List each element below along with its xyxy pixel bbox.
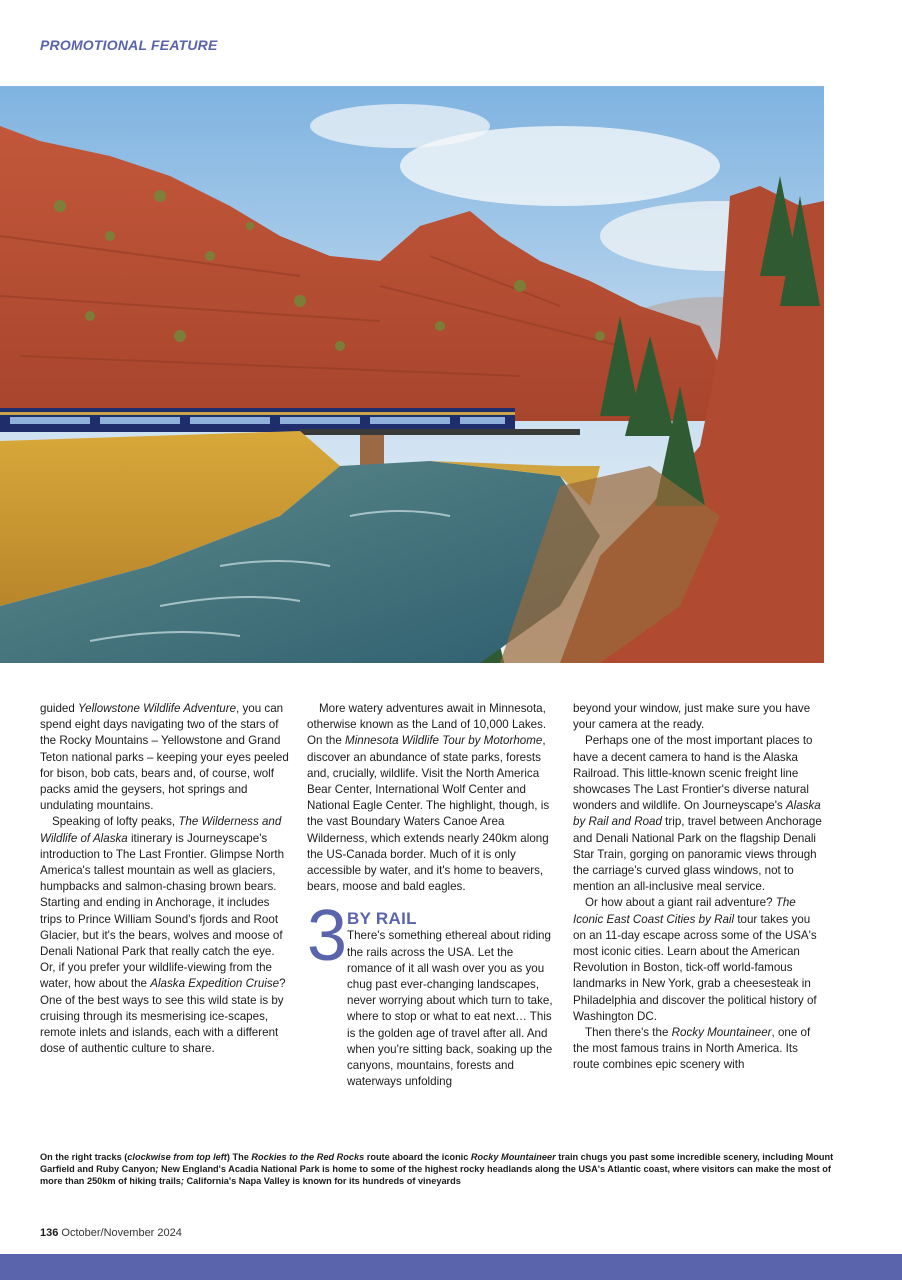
paragraph: There's something ethereal about riding the rails across the USA. Let the romance of it all wash over you as you chug past ever-changing landscapes, never worrying about which turn to take, where to stop or what to eat next… This is the golden age of travel after all. And when you're sitting back, soaking up the canyons, mountains, forests and waterways unfolding: [347, 929, 553, 1089]
page-number: 136: [40, 1227, 59, 1239]
paragraph: beyond your window, just make sure you have your camera at the ready.: [573, 702, 811, 732]
drop-cap-number: 3: [307, 896, 348, 977]
canyon-train-illustration: [0, 86, 824, 663]
photo-caption: On the right tracks (clockwise from top left) The Rockies to the Red Rocks route aboard the iconic Rocky Mountaineer train chugs you past some incredible scenery, including Mount Garfield and Ruby Canyon; New England's Acadia National Park is home to some of the highest rocky headlands along the USA's Atlantic coast, where visitors can make the most of more than 250km of hiking trails; California's Napa Valley is known for its hundreds of vineyards: [40, 1152, 834, 1186]
paragraph: Or how about a giant rail adventure? The Iconic East Coast Cities by Rail tour takes you on an 11-day escape across some of the USA's most iconic cities. Learn about the American Revolution in Boston, tick-off world-famous landmarks in New York, grab a cheesesteak in Philadelphia and discover the political history of Washington DC.: [573, 896, 817, 1023]
article-column-1: [40, 701, 290, 1057]
paragraph: guided Yellowstone Wildlife Adventure, you can spend eight days navigating two of the stars of the Rocky Mountains – Yellowstone and Grand Teton national parks – keeping your eyes peeled for bison, bob cats, bears and, of course, wolf packs amid the geysers, hot springs and undulating mountains.: [40, 702, 289, 813]
paragraph: More watery adventures await in Minnesota, otherwise known as the Land of 10,000 Lakes. On the Minnesota Wildlife Tour by Motorhome, discover an abundance of state parks, forests and, crucially, wildlife. Visit the North America Bear Center, International Wolf Center and National Eagle Center. The highlight, though, is the vast Boundary Waters Canoe Area Wilderness, which extends nearly 240km along the US-Canada border. Much of it is only accessible by water, and it's home to beavers, bears, moose and bald eagles.: [307, 702, 550, 894]
by-rail-section: [307, 896, 557, 1090]
article-column-3: [573, 701, 823, 1074]
article-column-2: [307, 701, 557, 1090]
bottom-color-bar: [0, 1254, 902, 1280]
paragraph: Speaking of lofty peaks, The Wilderness and Wildlife of Alaska itinerary is Journeyscape's introduction to The Last Frontier. Glimpse North America's tallest mountain as well as glaciers, humpbacks and salmon-chasing brown bears. Starting and ending in Anchorage, it includes trips to Prince William Sound's fjords and Root Glacier, but it's the bears, wolves and moose of Denali National Park that really catch the eye. Or, if you prefer your wildlife-viewing from the water, how about the Alaska Expedition Cruise? One of the best ways to see this wild state is by cruising through its mesmerising ice-scapes, remote inlets and islands, each with a different dose of authentic culture to share.: [40, 815, 286, 1056]
paragraph: Perhaps one of the most important places to have a decent camera to hand is the Alaska Railroad. This little-known scenic freight line showcases The Last Frontier's diverse natural wonders and wildlife. On Journeyscape's Alaska by Rail and Road trip, travel between Anchorage and Denali National Park on the flagship Denali Star Train, gorging on panoramic views through the carriage's curved glass windows, not to mention an all-inclusive meal service.: [573, 734, 822, 894]
section-heading: BY RAIL: [347, 909, 417, 929]
paragraph: Then there's the Rocky Mountaineer, one of the most famous trains in North America. Its route combines epic scenery with: [573, 1026, 811, 1072]
issue-date: October/November 2024: [61, 1227, 182, 1239]
page-footer: [40, 1227, 182, 1239]
feature-photo: [0, 86, 824, 663]
section-label: PROMOTIONAL FEATURE: [40, 37, 218, 53]
